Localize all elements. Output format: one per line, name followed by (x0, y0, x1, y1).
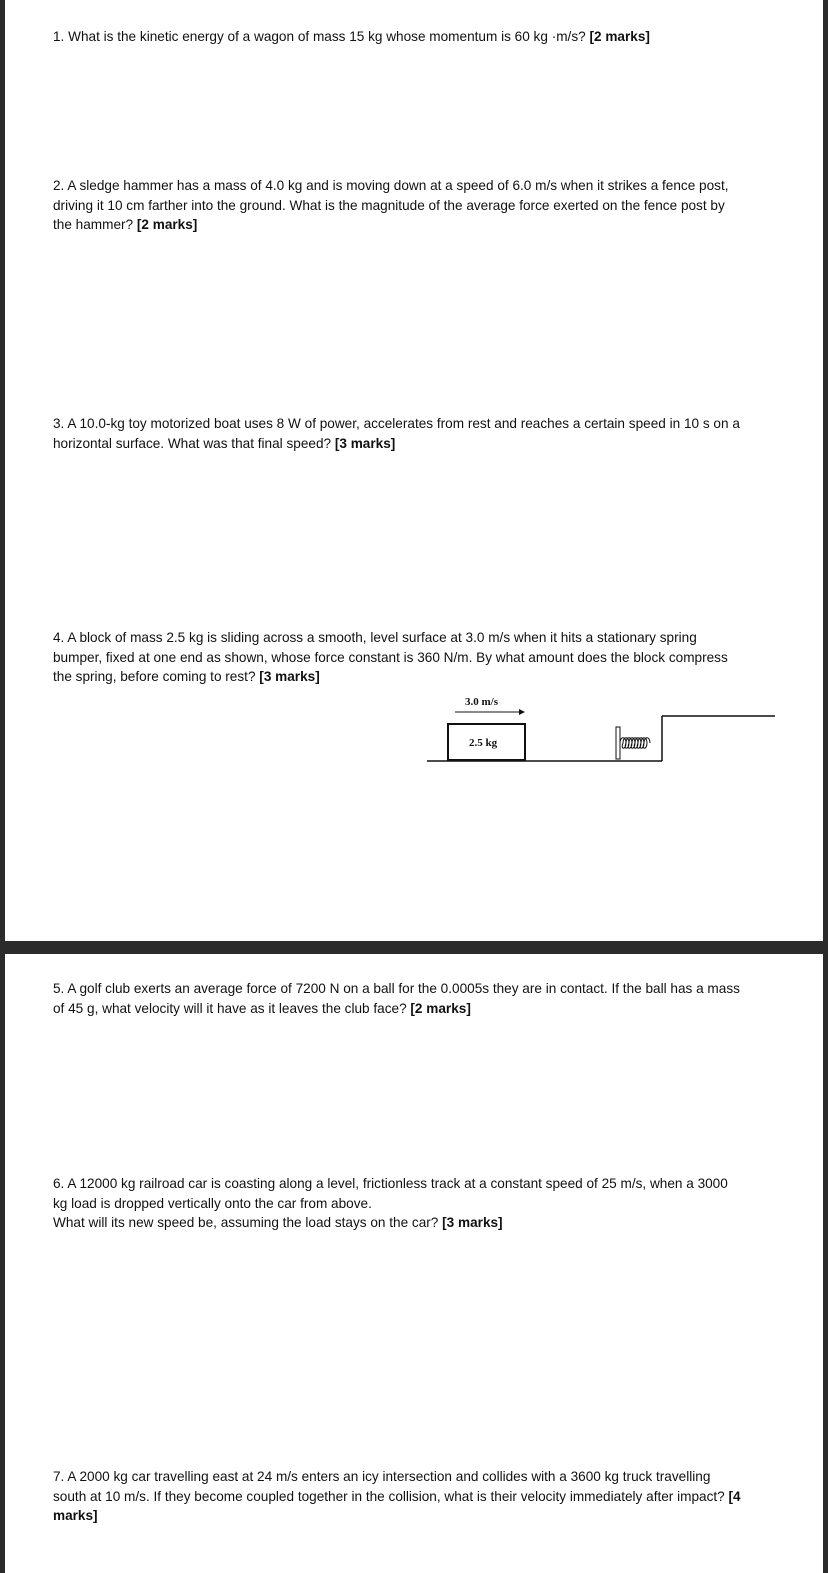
question-number: 2. (53, 178, 65, 193)
question-text: A golf club exerts an average force of 7200 N on a ball for the 0.0005s they are in contact. If the ball has a mass of 45 g, what velocity will it have as it leaves the club face? (53, 981, 740, 1016)
question-text: A 10.0-kg toy motorized boat uses 8 W of power, accelerates from rest and reaches a certain speed in 10 s on a horizontal surface. What was that final speed? (53, 416, 740, 451)
spring-coil-icon (620, 738, 650, 749)
worksheet-page-1 (5, 0, 823, 941)
question-number: 4. (53, 630, 65, 645)
worksheet-page-2 (5, 954, 823, 1573)
question-marks: [4 marks] (53, 1488, 741, 1523)
velocity-label: 3.0 m/s (465, 696, 498, 708)
mass-label: 2.5 kg (469, 737, 498, 749)
question-7 (53, 1467, 743, 1526)
arrow-head-icon (519, 709, 525, 715)
question-4 (53, 628, 743, 687)
question-5 (53, 979, 743, 1018)
spring-plate (616, 727, 620, 759)
question-marks: [3 marks] (334, 435, 396, 451)
question-text: A 12000 kg railroad car is coasting along a level, frictionless track at a constant speed of 25 m/s, when a 3000 kg load is dropped vertically onto the car from above. (53, 1176, 728, 1211)
question-6 (53, 1174, 743, 1233)
question-number: 1. (53, 29, 65, 44)
question-text: What is the kinetic energy of a wagon of mass 15 kg whose momentum is 60 kg ·m/s? (68, 29, 586, 44)
spring-bumper-diagram (425, 688, 777, 768)
question-marks: [3 marks] (442, 1215, 503, 1230)
question-marks: [2 marks] (589, 29, 650, 44)
question-text-continued: What will its new speed be, assuming the load stays on the car? (53, 1215, 439, 1230)
question-marks: [2 marks] (136, 217, 198, 232)
question-1 (53, 27, 743, 47)
question-number: 6. (53, 1176, 65, 1191)
question-text: A block of mass 2.5 kg is sliding across a smooth, level surface at 3.0 m/s when it hits a stationary spring bumper, fixed at one end as shown, whose force constant is 360 N/m. By what amount does the block compress the spring, before coming to rest? (53, 630, 728, 684)
question-text: A 2000 kg car travelling east at 24 m/s enters an icy intersection and collides with a 3600 kg truck travelling south at 10 m/s. If they become coupled together in the collision, what is their velocity immediately after impact? (53, 1469, 725, 1504)
question-number: 5. (53, 981, 65, 996)
question-marks: [2 marks] (410, 1000, 471, 1016)
question-number: 3. (53, 416, 65, 431)
question-marks: [3 marks] (259, 669, 320, 684)
question-number: 7. (53, 1469, 65, 1484)
question-text: A sledge hammer has a mass of 4.0 kg and is moving down at a speed of 6.0 m/s when it strikes a fence post, driving it 10 cm farther into the ground. What is the magnitude of the average force exerted on the fence post by the hammer? (53, 178, 729, 232)
question-2 (53, 176, 743, 235)
question-3 (53, 414, 743, 453)
